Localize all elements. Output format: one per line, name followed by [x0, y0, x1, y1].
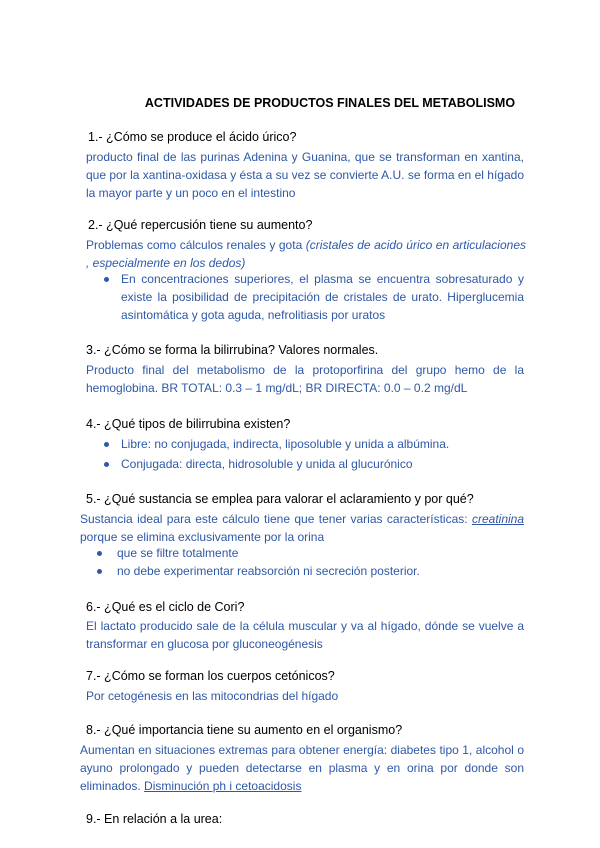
question-2: 2.- ¿Qué repercusión tiene su aumento? — [88, 218, 313, 232]
question-7: 7.- ¿Cómo se forman los cuerpos cetónicos? — [86, 669, 335, 683]
bullet-dot — [97, 569, 102, 574]
answer-5-bullet-1: que se filtre totalmente — [117, 546, 239, 560]
answer-8-text: Aumentan en situaciones extremas para obtener energía: diabetes tipo 1, alcohol o ayuno prolongado y pueden detectarse en plasma y en orina por donde son eliminados. — [80, 743, 524, 793]
answer-3: Producto final del metabolismo de la protoporfirina del grupo hemo de la hemoglobina. BR TOTAL: 0.3 – 1 mg/dL; BR DIRECTA: 0.0 – 0.2 mg/dL — [86, 363, 524, 395]
answer-5-link: creatinina — [471, 512, 524, 526]
question-5: 5.- ¿Qué sustancia se emplea para valorar el aclaramiento y por qué? — [86, 492, 474, 506]
answer-5-rest: porque se elimina exclusivamente por la orina — [80, 530, 325, 544]
bullet-dot — [104, 462, 109, 467]
answer-2-italic: (cristales de acido úrico en articulaciones , especialmente en los dedos) — [86, 238, 526, 270]
answer-2-text: Problemas como cálculos renales y gota — [86, 238, 306, 252]
bullet-dot — [104, 442, 109, 447]
question-9: 9.- En relación a la urea: — [86, 812, 223, 826]
answer-5-text: Sustancia ideal para este cálculo tiene que tener varias características: — [80, 512, 472, 526]
question-3: 3.- ¿Cómo se forma la bilirrubina? Valores normales. — [86, 343, 379, 357]
document-title: ACTIVIDADES DE PRODUCTOS FINALES DEL METABOLISMO — [144, 96, 516, 110]
answer-7: Por cetogénesis en las mitocondrias del hígado — [86, 689, 339, 703]
answer-5 — [80, 510, 524, 528]
answer-2-bullet: En concentraciones superiores, el plasma se encuentra sobresaturado y existe la posibilidad de precipitación de cristales de urato. Hiperglucemia asintomática y gota aguda, nefrolitiasis por uratos — [121, 272, 524, 322]
question-6: 6.- ¿Qué es el ciclo de Cori? — [86, 600, 245, 614]
answer-8 — [80, 741, 524, 795]
question-1: 1.- ¿Cómo se produce el ácido úrico? — [88, 130, 297, 144]
answer-2 — [86, 236, 526, 272]
bullet-dot — [97, 551, 102, 556]
answer-8-underline: Disminución ph i cetoacidosis — [144, 779, 302, 793]
bullet-dot — [104, 277, 109, 282]
question-4: 4.- ¿Qué tipos de bilirrubina existen? — [86, 417, 291, 431]
answer-1: producto final de las purinas Adenina y Guanina, que se transforman en xantina, que por la xantina-oxidasa y ésta a su vez se convierte A.U. se forma en el hígado la mayor parte y un poco en el intestino — [86, 150, 524, 200]
answer-5-bullet-2: no debe experimentar reabsorción ni secreción posterior. — [117, 564, 420, 578]
question-8: 8.- ¿Qué importancia tiene su aumento en el organismo? — [86, 723, 403, 737]
answer-6: El lactato producido sale de la célula muscular y va al hígado, dónde se vuelve a transformar en glucosa por gluconeogénesis — [86, 619, 524, 651]
answer-4-bullet-1: Libre: no conjugada, indirecta, liposoluble y unida a albúmina. — [121, 437, 450, 451]
answer-4-bullet-2: Conjugada: directa, hidrosoluble y unida al glucurónico — [121, 457, 413, 471]
